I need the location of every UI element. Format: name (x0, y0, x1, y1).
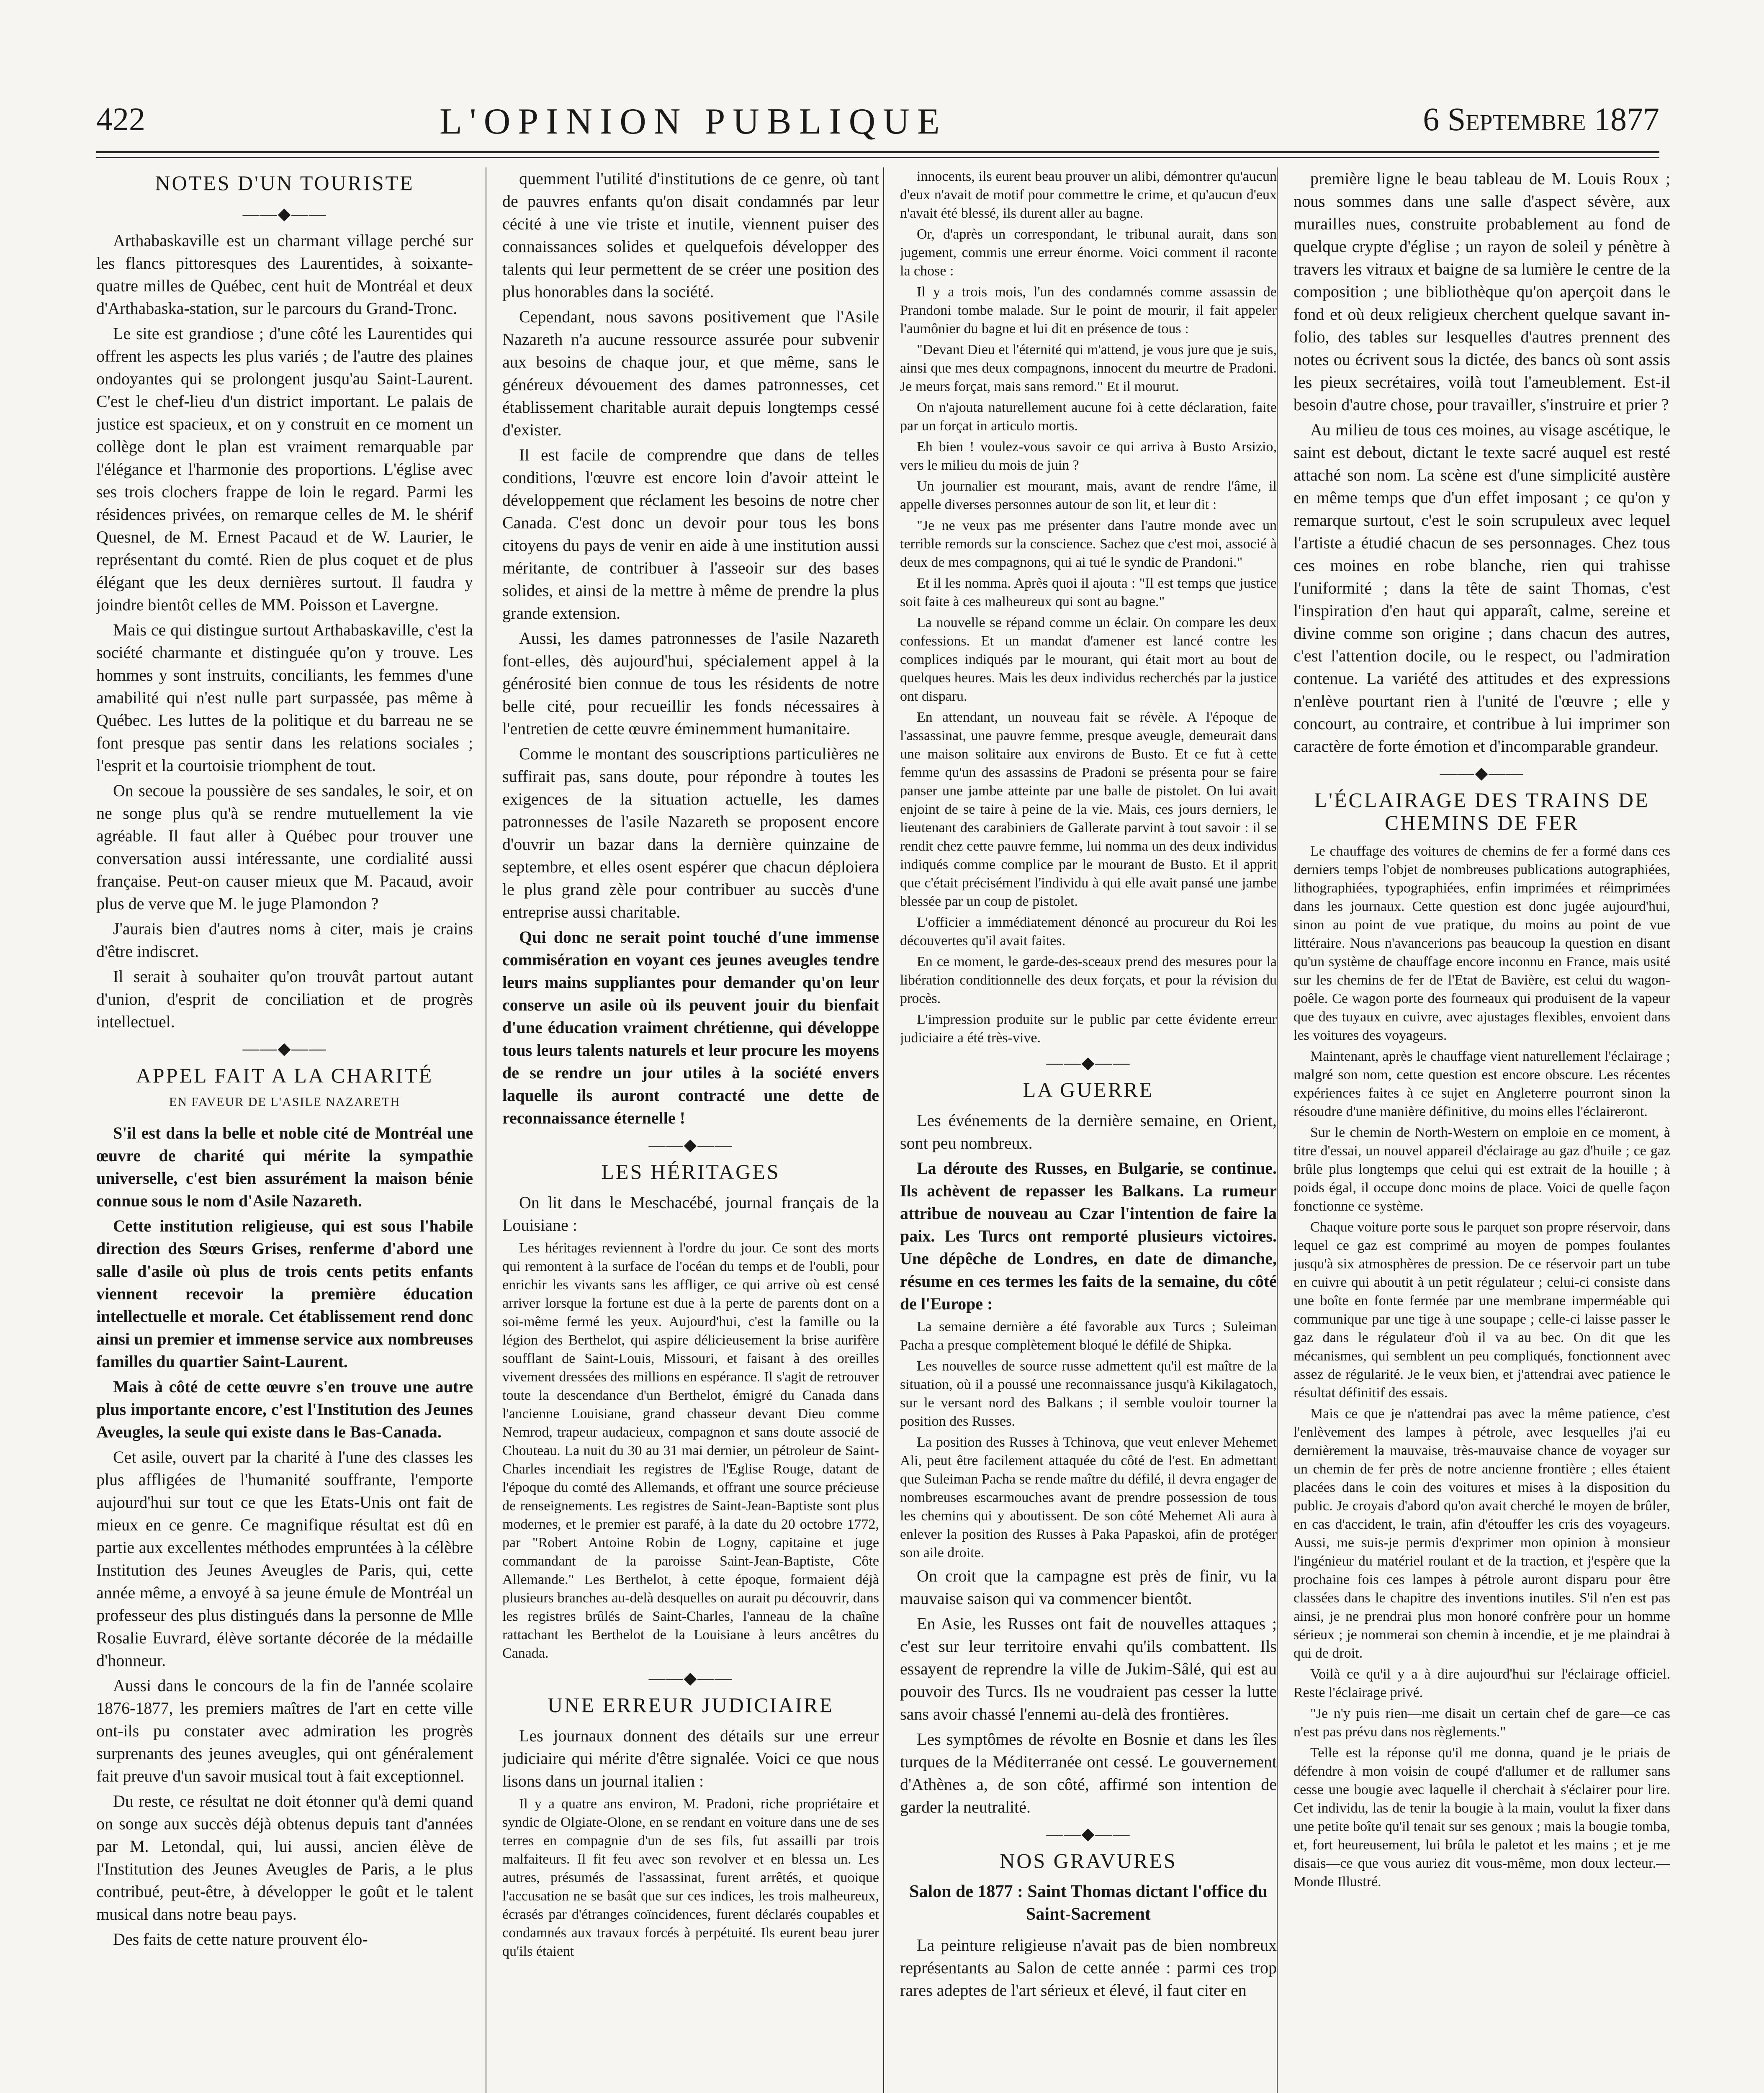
paragraph: Des faits de cette nature prouvent élo- (113, 1930, 368, 1949)
page-header (96, 96, 1659, 155)
paragraph: Cet asile, ouvert par la charité à l'une des classes les plus affligées de l'humanité souffrante, l'emporte aujourd'hui sur tout ce que les Etats-Unis ont fait de mieux en ce genre. Ce magnifique résultat est dû en partie aux excellentes méthodes empruntées à la célèbre Institution des Jeunes Aveugles de Paris, qui, cette année même, a envoyé à sa jeune émule de Montréal un professeur des plus distingués dans la personne de Mlle Rosalie Euvrard, élève sortante décorée de la médaille d'honneur. (96, 1448, 473, 1670)
column-2 (502, 167, 879, 2093)
paragraph: La déroute des Russes, en Bulgarie, se continue. Ils achèvent de repasser les Balkans. La rumeur attribue de nouveau au Czar l'intention de faire la paix. Les Turcs ont remporté plusieurs victoires. Une dépêche de Londres, en date de dimanche, résume en ces termes les faits de la semaine, du côté de l'Europe : (900, 1159, 1277, 1313)
paragraph: Cependant, nous savons positivement que l'Asile Nazareth n'a aucune ressource assurée pour subvenir aux besoins de chaque jour, et que même, sans le généreux dévouement des dames patronnesses, cet établissement charitable aurait depuis longtemps cessé d'exister. (502, 307, 879, 439)
header-rule-thin (96, 157, 1659, 158)
article-title: LA GUERRE (1023, 1078, 1154, 1101)
paragraph: Or, d'après un correspondant, le tribunal aurait, dans son jugement, commis une erreur énorme. Voici comment il raconte la chose : (900, 226, 1277, 279)
paragraph: Sur le chemin de North-Western on emploie en ce moment, à titre d'essai, un nouvel appareil d'éclairage au gaz d'huile ; ce gaz brûle plus longtemps que celui qui est extrait de la houille ; à poids égal, il occupe donc moins de place. Voici de quelle façon fonctionne ce système. (1293, 1125, 1670, 1214)
paragraph: Mais à côté de cette œuvre s'en trouve une autre plus importante encore, c'est l'Institution des Jeunes Aveugles, la seule qui existe dans le Bas-Canada. (96, 1377, 473, 1441)
paragraph: L'officier a immédiatement dénoncé au procureur du Roi les découvertes qu'il avait faites. (900, 915, 1277, 949)
article-subtitle: EN FAVEUR DE L'ASILE NAZARETH (169, 1095, 401, 1109)
paragraph: Les événements de la dernière semaine, en Orient, sont peu nombreux. (900, 1111, 1277, 1152)
paragraph: Comme le montant des souscriptions particulières ne suffirait pas, sans doute, pour répondre à toutes les exigences de la situation actuelle, les dames patronnesses de l'asile Nazareth se proposent encore d'ouvrir un bazar dans la dernière quinzaine de septembre, et elles osent espérer que chacun déploiera le plus grand zèle pour contribuer au succès d'une entreprise aussi charitable. (502, 744, 879, 921)
column-divider (883, 167, 884, 2093)
paragraph: Telle est la réponse qu'il me donna, quand je le priais de défendre à mon voisin de coupé d'allumer et de rallumer sans cesse une bougie avec laquelle il cherchait à s'éclairer pour lire. Cet individu, las de tenir la bougie à la main, voulut la fixer dans une petite boîte qu'il tenait sur ses genoux ; mais la bougie tomba, et, fort heureusement, lui brûla le paletot et les mains ; et je me disais—ce que vous auriez dit vous-même, mon doux lecteur.—Monde Illustré. (1293, 1745, 1670, 1890)
paragraph: Cette institution religieuse, qui est sous l'habile direction des Sœurs Grises, renferme d'abord une salle d'asile où plus de trois cents petits enfants viennent recevoir la première éducation intellectuelle et morale. Cet établissement rend donc ainsi un premier et immense service aux nombreuses familles du quartier Saint-Laurent. (96, 1216, 473, 1371)
paragraph: innocents, ils eurent beau prouver un alibi, démontrer qu'aucun d'eux n'avait de motif pour commettre le crime, et qu'aucun d'eux n'avait été blessé, ils durent aller au bagne. (900, 169, 1277, 221)
paragraph: Chaque voiture porte sous le parquet son propre réservoir, dans lequel ce gaz est comprimé au moyen de pompes foulantes jusqu'à six atmosphères de pression. De ce réservoir part un tube en cuivre qui aboutit à un petit régulateur ; celui-ci consiste dans une boîte en fonte fermée par une membrane imperméable qui communique par une tige à une soupape ; celle-ci laisse passer le gaz dans le régulateur d'où il va au bec. On dit que les mécanismes, qui semblent un peu compliqués, fonctionnent avec assez de régularité. Je le veux bien, et j'attendrai avec patience le résultat définitif des essais. (1293, 1219, 1670, 1401)
ornament-divider (502, 1134, 879, 1156)
paragraph: Mais ce que je n'attendrai pas avec la même patience, c'est l'enlèvement des lampes à pétrole, avec lesquelles j'ai eu dernièrement la mauvaise, très-mauvaise chance de voyager sur un chemin de fer près de notre ancienne frontière ; elles étaient placées dans le coin des voitures et mises à la disposition du public. Je croyais d'abord qu'on avait cherché le moyen de brûler, en cas d'accident, le train, afin d'étouffer les cris des voyageurs. Aussi, me suis-je permis d'exprimer mon opinion à monsieur l'ingénieur du matériel roulant et de la traction, et j'espère que la prochaine fois ces lampes à pétrole auront disparu pour être classées dans le chapitre des inventions inutiles. S'il n'en est pas ainsi, je ne prendrai plus mon honoré confrère pour un homme sérieux ; je nommerai son chemin à incendie, et je me plaindrai à qui de droit. (1293, 1406, 1670, 1661)
column-divider (1277, 167, 1278, 2093)
paragraph: Le site est grandiose ; d'une côté les Laurentides qui offrent les aspects les plus variés ; de l'autre des plaines ondoyantes qui se prolongent jusqu'au Saint-Laurent. C'est le chef-lieu d'un district important. Le palais de justice est spacieux, et on y construit en ce moment un collège dont le plan est vraiment remarquable par l'élégance et l'harmonie des proportions. L'église avec ses trois clochers frappe de loin le regard. Parmi les résidences privées, on remarque celles de M. le shérif Quesnel, de M. Ernest Pacaud et de W. Laurier, le représentant du comté. Rien de plus coquet et de plus élégant que les deux dernières surtout. Il faudra y joindre bientôt celles de MM. Poisson et Lavergne. (96, 324, 473, 614)
paragraph: On croit que la campagne est près de finir, vu la mauvaise saison qui va commencer bientôt. (900, 1566, 1277, 1608)
paragraph: "Devant Dieu et l'éternité qui m'attend, je vous jure que je suis, ainsi que mes deux compagnons, innocent du meurtre de Pradoni. Je meurs forçat, mais sans remord." Et il mourut. (900, 342, 1277, 394)
paragraph: J'aurais bien d'autres noms à citer, mais je crains d'être indiscret. (96, 919, 473, 961)
paragraph: Et il les nomma. Après quoi il ajouta : "Il est temps que justice soit faite à ces malheureux qui sont au bagne." (900, 576, 1277, 609)
paragraph: Maintenant, après le chauffage vient naturellement l'éclairage ; malgré son nom, cette question est encore obscure. Les récentes expériences faites à ce sujet en Angleterre pourront sinon la résoudre d'une manière définitive, du moins elles l'éclaireront. (1293, 1049, 1670, 1119)
paragraph: Aussi dans le concours de la fin de l'année scolaire 1876-1877, les premiers maîtres de l'art en cette ville ont-ils pu constater avec admiration les progrès surprenants des jeunes aveugles, qui ont généralement fait preuve d'un savoir musical tout à fait exceptionnel. (96, 1676, 473, 1785)
paragraph: En Asie, les Russes ont fait de nouvelles attaques ; c'est sur leur territoire envahi qu'ils combattent. Ils essayent de reprendre la ville de Jukim-Sâlé, qui est au pouvoir des Turcs. Ils ne voudraient pas cesser la lutte sans avoir chassé l'ennemi au-delà des frontières. (900, 1614, 1277, 1723)
ornament-divider (900, 1823, 1277, 1845)
page-number: 422 (96, 101, 145, 137)
article-title: UNE ERREUR JUDICIAIRE (548, 1693, 834, 1717)
paragraph: Il y a quatre ans environ, M. Pradoni, riche propriétaire et syndic de Olgiate-Olone, en se rendant en voiture dans une de ses terres en compagnie d'un de ses fils, fut assailli par trois malfaiteurs. Il fit feu avec son revolver et en blessa un. Les autres, présumés de l'assassinat, furent arrêtés, et quoique l'accusation ne se basât que sur ces indices, les trois malheureux, écrasés par d'étranges coïncidences, furent déclarés coupables et condamnés aux travaux forcés à perpétuité. Ils eurent beau jurer qu'ils étaient (502, 1796, 879, 1959)
paragraph: La nouvelle se répand comme un éclair. On compare les deux confessions. Et un mandat d'amener est lancé contre les complices indiqués par le mourant, qui était mort au bout de quelques heures. Mais les deux individus recherchés par la justice ont disparu. (900, 615, 1277, 704)
ornament-divider (502, 1667, 879, 1689)
column-3 (900, 167, 1277, 2093)
paragraph: Voilà ce qu'il y a à dire aujourd'hui sur l'éclairage officiel. Reste l'éclairage privé. (1293, 1666, 1670, 1700)
issue-date: 6 Septembre 1877 (1423, 101, 1659, 137)
paragraph: Les symptômes de révolte en Bosnie et dans les îles turques de la Méditerranée ont cessé. Le gouvernement d'Athènes a, de son côté, affirmé son intention de garder la neutralité. (900, 1730, 1277, 1816)
article-title: L'ÉCLAIRAGE DES TRAINS DE CHEMINS DE FER (1314, 788, 1650, 834)
paragraph: La semaine dernière a été favorable aux Turcs ; Suleiman Pacha a presque complètement bloqué le défilé de Shipka. (900, 1319, 1277, 1353)
ornament-divider (900, 1052, 1277, 1074)
article-title: APPEL FAIT A LA CHARITÉ (136, 1064, 434, 1087)
paragraph: Qui donc ne serait point touché d'une immense commisération en voyant ces jeunes aveugles tendre leurs mains suppliantes pour demander qu'on leur conserve un asile où ils peuvent jouir du bienfait d'une éducation vraiment chrétienne, qui développe tous leurs talents naturels et leur procure les moyens de se rendre un jour utiles à la société envers laquelle ils auront contracté une dette de reconnaissance éternelle ! (502, 928, 879, 1127)
header-rule (96, 151, 1659, 153)
paragraph: Arthabaskaville est un charmant village perché sur les flancs pittoresques des Laurentides, à soixante-quatre milles de Québec, cent huit de Montréal et deux d'Arthabaska-station, sur le parcours du Grand-Tronc. (96, 231, 473, 318)
paragraph: Au milieu de tous ces moines, au visage ascétique, le saint est debout, dictant le texte sacré auquel est resté attaché son nom. La scène est d'une simplicité austère en même temps que d'un effet imposant ; ce qu'on y remarque surtout, c'est le soin scrupuleux avec lequel l'artiste a étudié chacun de ses personnages. Chez tous ces moines en robe blanche, rien qui trahisse l'uniformité ; dans la tête de saint Thomas, c'est l'inspiration d'en haut qui apparaît, calme, sereine et divine comme son origine ; dans chacun des autres, c'est l'attention docile, ou le respect, ou l'admiration contenue. La variété des attitudes et des expressions n'enlève pourtant rien à l'unité de l'œuvre ; elle y concourt, au contraire, et contribue à lui imprimer son caractère de forte émotion et d'incomparable grandeur. (1293, 420, 1670, 756)
paragraph: S'il est dans la belle et noble cité de Montréal une œuvre de charité qui mérite la sympathie universelle, c'est bien assurément la maison bénie connue sous le nom d'Asile Nazareth. (96, 1124, 473, 1210)
paragraph: Il est facile de comprendre que dans de telles conditions, l'œuvre est encore loin d'avoir atteint le développement que réclament les besoins de notre cher Canada. C'est donc un devoir pour tous les bons citoyens du pays de venir en aide à une institution aussi méritante, de contribuer à l'asseoir sur des bases solides, et ainsi de la mettre à même de prendre la plus grande extension. (502, 445, 879, 622)
paragraph: Les héritages reviennent à l'ordre du jour. Ce sont des morts qui remontent à la surface de l'océan du temps et de l'oubli, pour enrichir les vivants sans les affliger, ce qui arrive où est censé arriver lorsque la fortune est due à la perte de parents dont on a soi-même fermé les yeux. Aujourd'hui, c'est la famille ou la légion des Berthelot, qui aspire délicieusement la brise aurifère soufflant de Saint-Louis, Missouri, et faisant à des oreilles vivement dressées des millions en espérance. Il s'agit de retrouver toute la descendance d'un Berthelot, émigré du Canada dans l'ancienne Louisiane, grand chasseur devant Dieu comme Nemrod, trapeur audacieux, compagnon et sans doute associé de Chouteau. La nuit du 30 au 31 mai dernier, un pétroleur de Saint-Charles incendiait les registres de l'Eglise Rouge, datant de l'époque du comté des Allemands, et offrant une source précieuse de renseignements. Les registres de Saint-Jean-Baptiste sont plus modernes, et le premier est parafé, à la date du 20 octobre 1772, par "Robert Antoine Robin de Logny, capitaine et juge commandant de la paroisse Saint-Jean-Baptiste, Côte Allemande." Les Berthelot, à cette époque, formaient déjà plusieurs branches au-delà desquelles on aurait pu découvrir, dans les registres brûlés de Saint-Charles, l'anneau de la chaîne rattachant les Berthelot de la Louisiane à leurs ancêtres du Canada. (502, 1240, 879, 1661)
paragraph: La peinture religieuse n'avait pas de bien nombreux représentants au Salon de cette année : parmi ces trop rares adeptes de l'art sérieux et élevé, il faut citer en (900, 1936, 1277, 2000)
paragraph: Aussi, les dames patronnesses de l'asile Nazareth font-elles, dès aujourd'hui, spécialement appel à la générosité bien connue de tous les résidents de notre belle cité, pour recueillir les fonds nécessaires à l'entretien de cette œuvre éminemment humanitaire. (502, 629, 879, 738)
article-subtitle: Salon de 1877 : Saint Thomas dictant l'office du Saint-Sacrement (909, 1882, 1268, 1924)
paragraph: En attendant, un nouveau fait se révèle. A l'époque de l'assassinat, une pauvre femme, presque aveugle, demeurait dans une maison solitaire aux environs de Busto. Et ce fut à cette femme qu'un des assassins de Pradoni se présenta pour se faire panser une jambe atteinte par une balle de pistolet. On lui avait enjoint de se taire à peine de la vie. Mais, ces jours derniers, le lieutenant des carabiniers de Gallerate parvint à tout savoir : il se rendit chez cette pauvre femme, lui nomma un des deux individus indiqués comme complice par le mourant de Busto. Et il apprit que c'était précisément l'individu à qui elle avait pansé une jambe blessée par un coup de pistolet. (900, 710, 1277, 909)
paragraph: L'impression produite sur le public par cette évidente erreur judiciaire a été très-vive. (900, 1012, 1277, 1046)
paragraph: "Je n'y puis rien—me disait un certain chef de gare—ce cas n'est pas prévu dans nos règlements." (1293, 1706, 1670, 1740)
article-title: NOS GRAVURES (1000, 1849, 1177, 1872)
paragraph: Eh bien ! voulez-vous savoir ce qui arriva à Busto Arsizio, vers le milieu du mois de juin ? (900, 439, 1277, 473)
paragraph: On secoue la poussière de ses sandales, le soir, et on ne songe plus qu'à se rendre mutuellement la vie agréable. Il faut aller à Québec pour trouver une conversation aussi intéressante, une cordialité aussi française. Peut-on causer mieux que M. Pacaud, avoir plus de verve que M. le juge Plamondon ? (96, 781, 473, 913)
article-title: LES HÉRITAGES (601, 1160, 780, 1183)
paragraph: Les nouvelles de source russe admettent qu'il est maître de la situation, où il a poussé une reconnaissance jusqu'à Kikilagatoch, sur le versant nord des Balkans ; il semble vouloir tourner la position des Russes. (900, 1358, 1277, 1429)
paragraph: On lit dans le Meschacébé, journal français de la Louisiane : (502, 1193, 879, 1234)
paragraph: Il y a trois mois, l'un des condamnés comme assassin de Prandoni tombe malade. Sur le point de mourir, il fait appeler l'aumônier du bagne et lui dit en présence de tous : (900, 284, 1277, 337)
paragraph: On n'ajouta naturellement aucune foi à cette déclaration, faite par un forçat in articulo mortis. (900, 400, 1277, 434)
paragraph: Il serait à souhaiter qu'on trouvât partout autant d'union, d'esprit de conciliation et de progrès intellectuel. (96, 967, 473, 1031)
paragraph: "Je ne veux pas me présenter dans l'autre monde avec un terrible remords sur la conscience. Sachez que c'est moi, associé à deux de mes compagnons, qui ai tué le syndic de Prandoni." (900, 518, 1277, 570)
paragraph: Mais ce qui distingue surtout Arthabaskaville, c'est la société charmante et distinguée qu'on y trouve. Les hommes y sont instruits, conciliants, les femmes d'une amabilité qui n'est nulle part surpassée, pas même à Québec. Les luttes de la politique et du barreau ne se font presque pas sentir dans les relations sociales ; l'esprit et la courtoisie triomphent de tout. (96, 620, 473, 775)
ornament-divider (96, 1037, 473, 1060)
paragraph: En ce moment, le garde-des-sceaux prend des mesures pour la libération conditionnelle des deux forçats, et pour la révision du procès. (900, 954, 1277, 1006)
article-title: NOTES D'UN TOURISTE (155, 171, 414, 195)
paragraph: Un journalier est mourant, mais, avant de rendre l'âme, il appelle diverses personnes autour de son lit, et leur dit : (900, 478, 1277, 512)
paragraph: quemment l'utilité d'institutions de ce genre, où tant de pauvres enfants qu'on disait condamnés par leur cécité à une vie triste et inutile, viennent puiser des connaissances solides et quelquefois développer des talents qui leur permettent de se créer une position des plus honorables dans la société. (502, 169, 879, 301)
paragraph: La position des Russes à Tchinova, que veut enlever Mehemet Ali, peut être facilement attaquée du côté de l'est. En admettant que Suleiman Pacha se rende maître du défilé, il devra engager de nombreuses escarmouches avant de prendre possession de tous les chemins qui y aboutissent. De son côté Mehemet Ali aura à enlever la position des Russes à Paka Papaskoi, afin de protéger son aile droite. (900, 1435, 1277, 1561)
column-4 (1293, 167, 1670, 2093)
paragraph: première ligne le beau tableau de M. Louis Roux ; nous sommes dans une salle d'aspect sévère, aux murailles nues, construite probablement au fond de quelque crypte d'église ; un rayon de soleil y pénètre à travers les vitraux et baigne de sa lumière le centre de la composition ; une bibliothèque qu'on aperçoit dans le fond et où deux religieux cherchent quelque savant in-folio, des tables sur lesquelles d'autres prennent des notes ou écrivent sous la dictée, des bancs où sont assis les pieux secrétaires, voilà tout l'ameublement. Est-il besoin d'autre chose, pour travailler, s'instruire et prier ? (1293, 169, 1670, 414)
ornament-divider (1293, 762, 1670, 784)
paragraph: Les journaux donnent des détails sur une erreur judiciaire qui mérite d'être signalée. Voici ce que nous lisons dans un journal italien : (502, 1726, 879, 1790)
paragraph: Du reste, ce résultat ne doit étonner qu'à demi quand on songe aux succès déjà obtenus depuis tant d'années par M. Letondal, qui, lui aussi, ancien élève de l'Institution des Jeunes Aveugles de Paris, a le plus contribué, peut-être, à développer le goût et le talent musical dans notre beau pays. (96, 1792, 473, 1923)
masthead: L'OPINION PUBLIQUE (440, 101, 947, 142)
column-1 (96, 167, 473, 2093)
ornament-divider (96, 203, 473, 225)
paragraph: Le chauffage des voitures de chemins de fer a formé dans ces derniers temps l'objet de nombreuses publications autographiées, lithographiées, typographiées, enfin imprimées et réimprimées dans les journaux. Cette question est donc jugée aujourd'hui, sinon au point de vue pratique, du moins au point de vue littéraire. Nous n'avancerions pas beaucoup la question en disant qu'un système de chauffage encore inconnu en France, mais usité sur les chemins de fer de l'Etat de Bavière, est celui du wagon-poêle. Ce wagon porte des fourneaux qui produisent de la vapeur que des tuyaux en cuivre, avec ajustages flexibles, envoient dans les voitures des voyageurs. (1293, 843, 1670, 1043)
